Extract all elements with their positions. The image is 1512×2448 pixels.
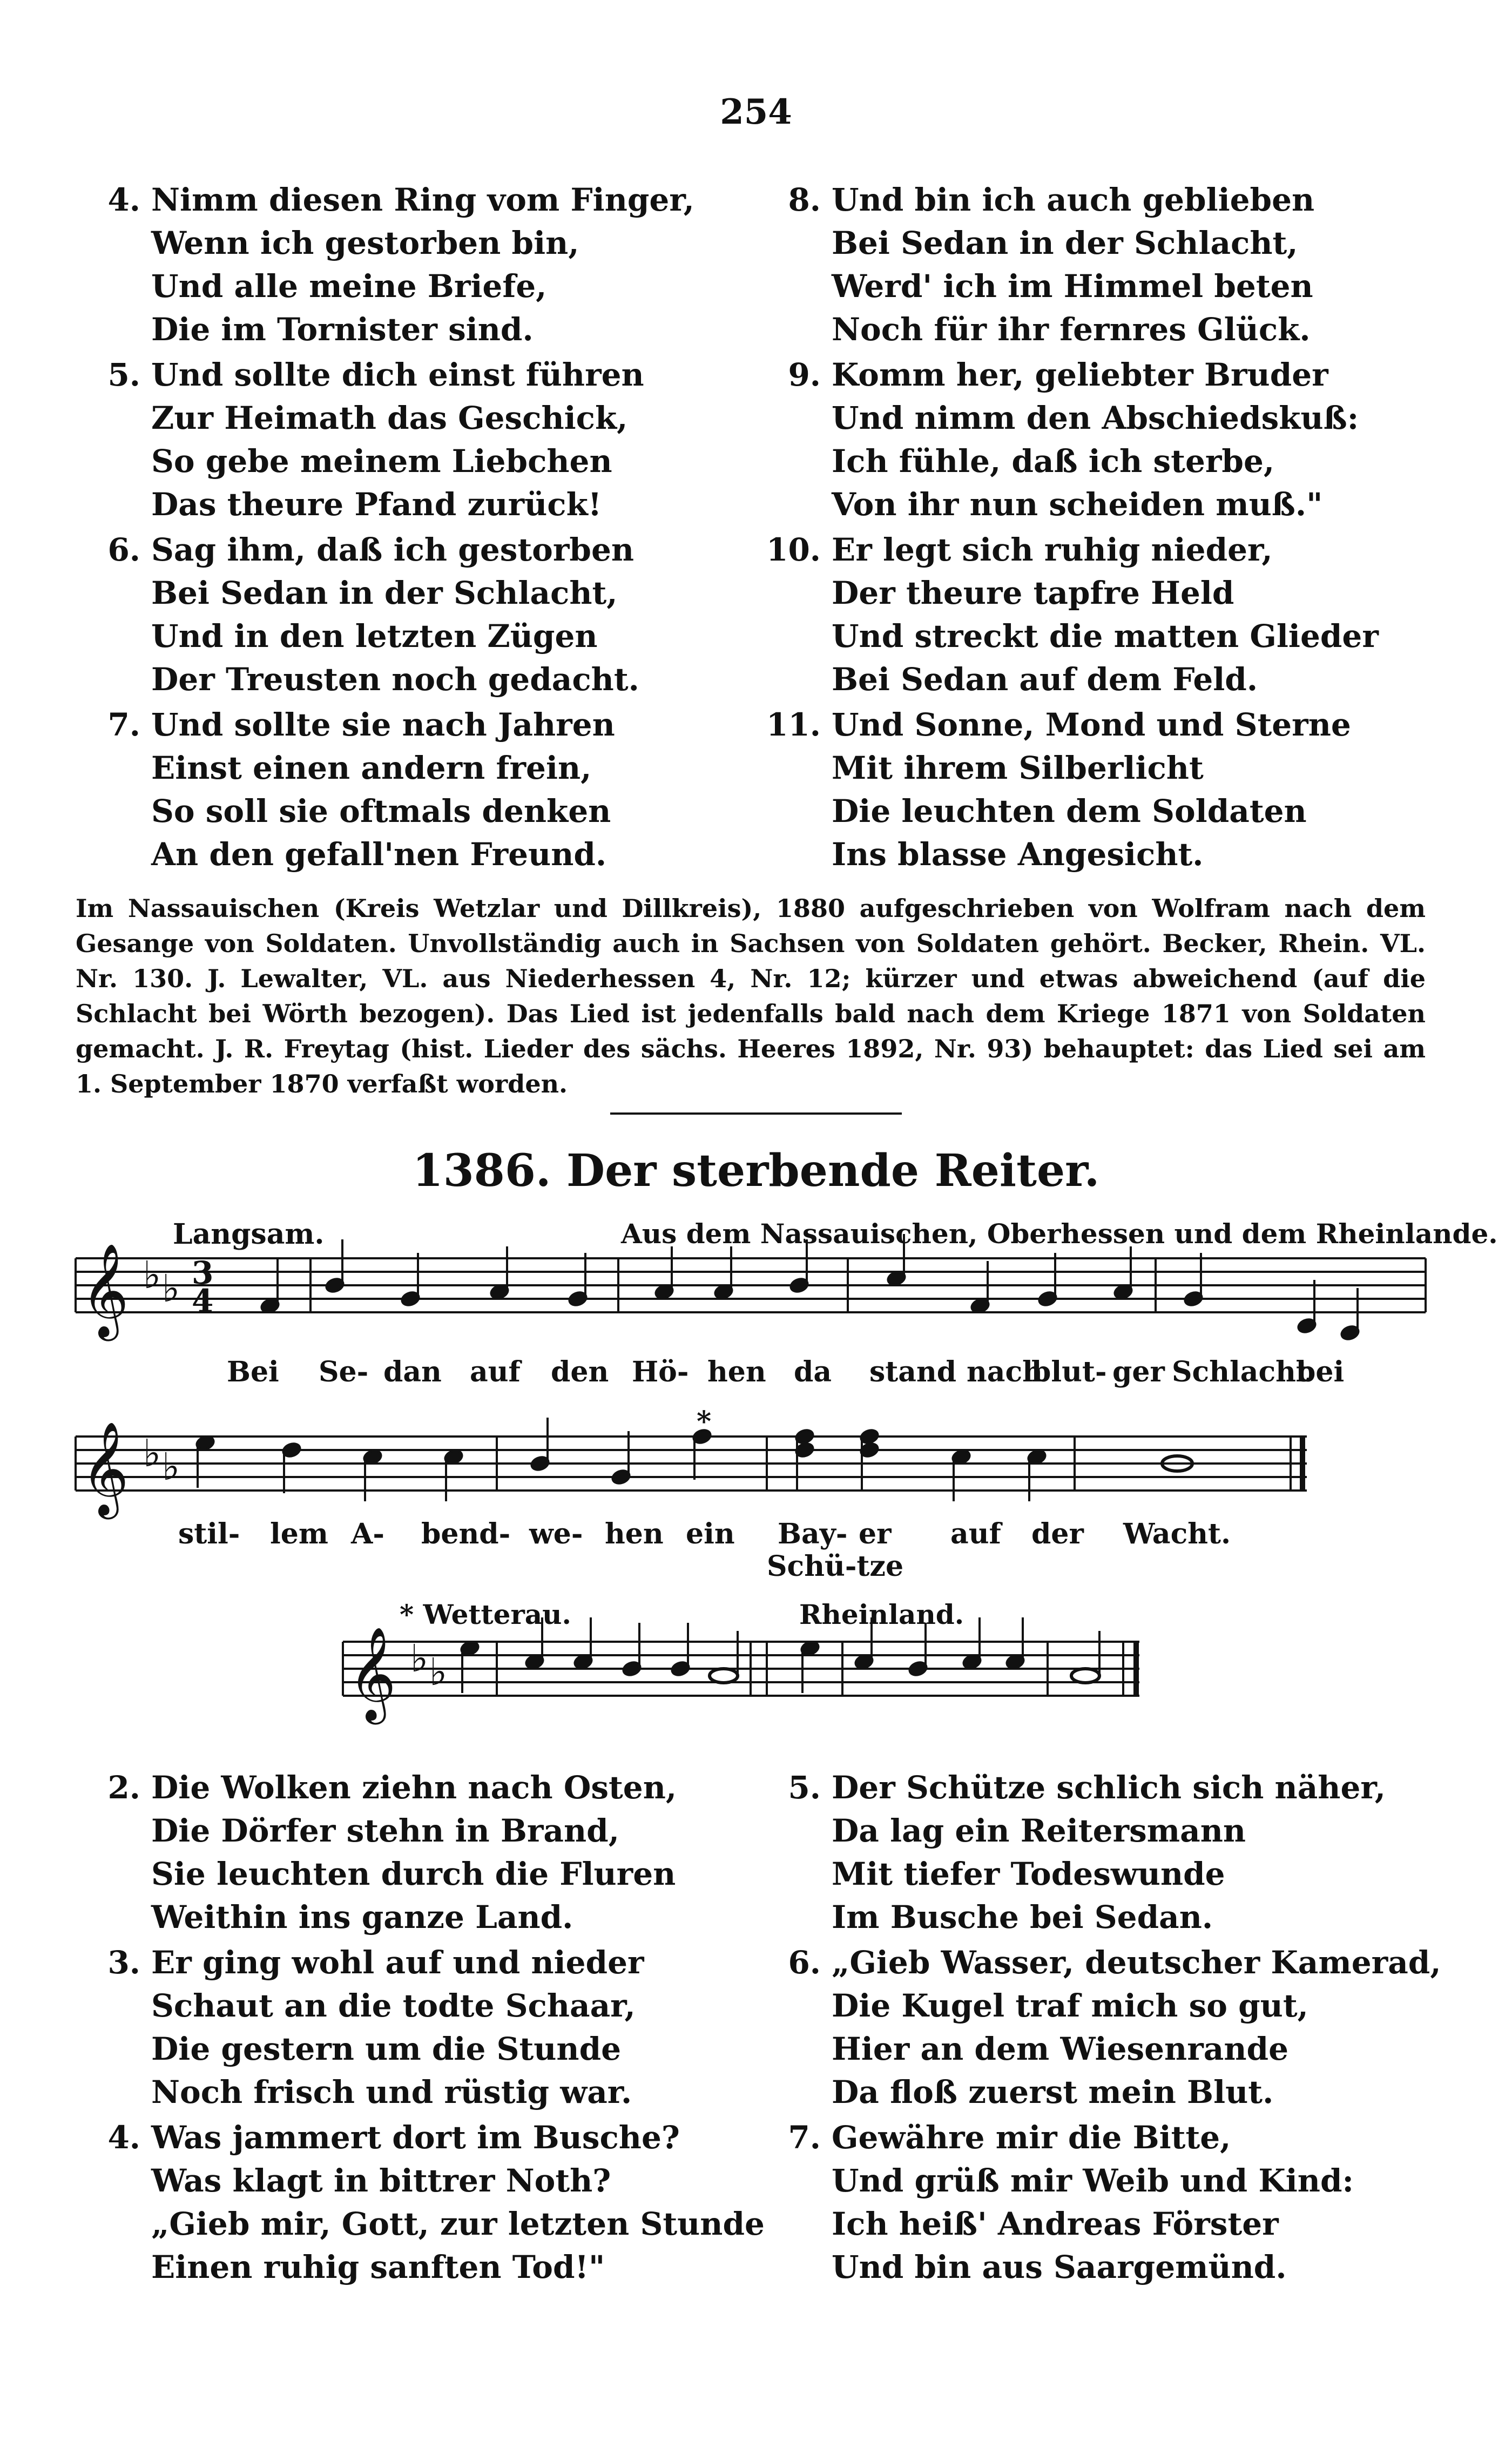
tempo-marking: Langsam.: [173, 1218, 325, 1251]
verse-line: An den gefall'nen Freund.: [151, 836, 607, 873]
verse-line: Wenn ich gestorben bin,: [151, 225, 579, 261]
treble-clef-icon: 𝄞: [81, 1421, 129, 1515]
stanza-number: 2.: [107, 1769, 140, 1806]
verse-line: Von ihr nun scheiden muß.": [832, 486, 1323, 523]
stanza-number: 7.: [107, 706, 140, 743]
verse-line: Im Busche bei Sedan.: [832, 1899, 1213, 1936]
verse-line: Und in den letzten Zügen: [151, 618, 598, 655]
stanza: [756, 2116, 1404, 2289]
stanza-number: 4.: [107, 2119, 140, 2156]
page-number: 254: [720, 92, 792, 132]
verse-line: Zur Heimath das Geschick,: [151, 400, 628, 436]
verse-line: Und Sonne, Mond und Sterne: [832, 706, 1351, 743]
lyric-syllable: bend-: [421, 1518, 511, 1550]
verse-line: Sag ihm, daß ich gestorben: [151, 531, 634, 568]
flat-icon: ♭: [162, 1266, 180, 1311]
stanza: [756, 1941, 1441, 2114]
stanza: [76, 1766, 724, 1939]
source-note: Im Nassauischen (Kreis Wetzlar und Dillkreis), 1880 aufgeschrieben von Wolfram nach dem Gesange von Soldaten. Unvollständig auch in Sachsen von Soldaten gehört. Becker, Rhein. VL. Nr. 130. J. Lewalter, VL. aus Niederhessen 4, Nr. 12; kürzer und etwas abweichend (auf die Schlacht bei Wörth bezogen). Das Lied ist jedenfalls bald nach dem Kriege 1871 von Soldaten gemacht. J. R. Freytag (hist. Lieder des sächs. Heeres 1892, Nr. 93) behauptet: das Lied sei am 1. September 1870 verfaßt worden.: [76, 894, 1426, 1098]
verse-line: Der Schütze schlich sich näher,: [832, 1769, 1386, 1806]
lyric-syllable: lem: [270, 1518, 328, 1550]
treble-clef-icon: 𝄞: [81, 1243, 129, 1337]
stanza: [76, 1941, 724, 2114]
lyric-syllable: den: [551, 1355, 609, 1388]
variant-label-rheinland: Rheinland.: [799, 1599, 964, 1630]
verse-line: Und bin aus Saargemünd.: [832, 2249, 1287, 2285]
verse-line: Er ging wohl auf und nieder: [151, 1944, 644, 1981]
treble-clef-icon: 𝄞: [348, 1627, 396, 1721]
verse-line: So gebe meinem Liebchen: [151, 443, 612, 480]
stanza-number: 6.: [107, 531, 140, 568]
lyric-syllable: nach: [967, 1355, 1043, 1388]
verse-line: Die leuchten dem Soldaten: [832, 793, 1307, 830]
verse-line: Und streckt die matten Glieder: [832, 618, 1379, 655]
lyric-syllable: stand: [869, 1355, 957, 1388]
stanza: [756, 1766, 1404, 1939]
verse-line: So soll sie oftmals denken: [151, 793, 611, 830]
verse-line: Schaut an die todte Schaar,: [151, 1987, 636, 2024]
verse-line: „Gieb mir, Gott, zur letzten Stunde: [151, 2206, 765, 2242]
verse-line: Da floß zuerst mein Blut.: [832, 2074, 1274, 2110]
verse-line: Das theure Pfand zurück!: [151, 486, 602, 523]
verse-line: Die Wolken ziehn nach Osten,: [151, 1769, 677, 1806]
lyric-syllable: Se-: [319, 1355, 369, 1388]
verse-line: Weithin ins ganze Land.: [151, 1899, 573, 1936]
stanza-number: 5.: [107, 356, 140, 393]
stanza-number: 8.: [788, 181, 821, 218]
flat-icon: ♭: [429, 1650, 448, 1694]
verse-line: Ins blasse Angesicht.: [832, 836, 1204, 873]
stanza-number: 4.: [107, 181, 140, 218]
verse-line: Komm her, geliebter Bruder: [832, 356, 1328, 393]
lyric-syllable: Schlacht: [1172, 1355, 1309, 1388]
verse-line: Und sollte dich einst führen: [151, 356, 644, 393]
flat-icon: ♭: [143, 1253, 161, 1297]
lyric-syllable: hen: [707, 1355, 766, 1388]
verse-line: Hier an dem Wiesenrande: [832, 2031, 1288, 2067]
verse-line: Ich fühle, daß ich sterbe,: [832, 443, 1275, 480]
verse-line: Nimm diesen Ring vom Finger,: [151, 181, 694, 218]
verse-line: Bei Sedan auf dem Feld.: [832, 661, 1258, 698]
note: [710, 1669, 738, 1683]
verse-line: Der Treusten noch gedacht.: [151, 661, 639, 698]
stanza-number: 7.: [788, 2119, 821, 2156]
verse-line: Bei Sedan in der Schlacht,: [832, 225, 1298, 261]
flat-icon: ♭: [410, 1636, 429, 1681]
verse-line: Mit tiefer Todeswunde: [832, 1856, 1225, 1892]
lyric-syllable: bei: [1296, 1355, 1345, 1388]
verse-line: Einen ruhig sanften Tod!": [151, 2249, 605, 2285]
verse-line: Die im Tornister sind.: [151, 311, 534, 348]
lyric-syllable: dan: [383, 1355, 442, 1388]
verse-line: Die gestern um die Stunde: [151, 2031, 622, 2067]
stanza-number: 9.: [788, 356, 821, 393]
verse-line: Er legt sich ruhig nieder,: [832, 531, 1273, 568]
verse-line: Der theure tapfre Held: [832, 575, 1234, 611]
lyric-alternate: Schü-tze: [767, 1550, 904, 1583]
flat-icon: ♭: [162, 1445, 180, 1489]
flat-icon: ♭: [143, 1431, 161, 1475]
lyric-syllable: Hö-: [632, 1355, 689, 1388]
variant-label-wetterau: * Wetterau.: [400, 1599, 571, 1630]
staff-1-notes: [260, 1234, 1360, 1341]
verse-line: Ich heiß' Andreas Förster: [832, 2206, 1279, 2242]
lyric-syllable: ein: [686, 1518, 735, 1550]
staff-2-notes: [195, 1418, 1192, 1501]
stanza-number: 6.: [788, 1944, 821, 1981]
verse-line: Da lag ein Reitersmann: [832, 1812, 1246, 1849]
verse-line: Was jammert dort im Busche?: [151, 2119, 680, 2156]
verse-line: Noch für ihr fernres Glück.: [832, 311, 1311, 348]
lyric-syllable: Bay-: [778, 1518, 848, 1550]
lyric-syllable: der: [1031, 1518, 1084, 1550]
lyric-syllable: auf: [950, 1518, 1001, 1550]
verse-line: Die Kugel traf mich so gut,: [832, 1987, 1308, 2024]
verse-line: Noch frisch und rüstig war.: [151, 2074, 632, 2110]
verse-line: Und nimm den Abschiedskuß:: [832, 400, 1359, 436]
verse-line: Sie leuchten durch die Fluren: [151, 1856, 676, 1892]
stanzas-bottom-right: [756, 1766, 1441, 2291]
stanza: [76, 2116, 765, 2289]
verse-line: Die Dörfer stehn in Brand,: [151, 1812, 619, 1849]
lyric-syllable: auf: [470, 1355, 521, 1388]
lyric-syllable: A-: [351, 1518, 384, 1550]
verse-line: Und bin ich auch geblieben: [832, 181, 1315, 218]
lyric-syllable: Bei: [227, 1355, 279, 1388]
lyric-syllable: ger: [1112, 1355, 1165, 1388]
note: [1071, 1669, 1099, 1683]
time-signature-numerator: 3: [192, 1255, 214, 1291]
staff-1-clef-key-time: [81, 1243, 213, 1341]
time-signature-denominator: 4: [192, 1283, 214, 1319]
song-origin: Aus dem Nassauischen, Oberhessen und dem Rheinlande.: [621, 1218, 1498, 1250]
lyric-syllable: hen: [605, 1518, 664, 1550]
verse-line: Mit ihrem Silberlicht: [832, 750, 1204, 786]
verse-line: Und sollte sie nach Jahren: [151, 706, 615, 743]
stanza-number: 11.: [766, 706, 821, 743]
song-title: 1386. Der sterbende Reiter.: [412, 1145, 1100, 1197]
lyric-syllable: we-: [529, 1518, 583, 1550]
lyric-syllable: blut-: [1031, 1355, 1107, 1388]
stanza-number: 3.: [107, 1944, 140, 1981]
verse-line: „Gieb Wasser, deutscher Kamerad,: [832, 1944, 1441, 1981]
lyric-syllable: Wacht.: [1123, 1518, 1231, 1550]
stanzas-bottom-left: [76, 1766, 765, 2291]
verse-line: Werd' ich im Himmel beten: [832, 268, 1313, 305]
variant-marker: *: [697, 1405, 712, 1438]
verse-line: Was klagt in bittrer Noth?: [151, 2162, 611, 2199]
staff-2: [76, 1437, 1307, 1491]
stanza-number: 5.: [788, 1769, 821, 1806]
lyric-syllable: stil-: [178, 1518, 240, 1550]
verse-line: Und alle meine Briefe,: [151, 268, 547, 305]
verse-line: Gewähre mir die Bitte,: [832, 2119, 1231, 2156]
verse-line: Und grüß mir Weib und Kind:: [832, 2162, 1354, 2199]
lyric-syllable: da: [794, 1355, 832, 1388]
verse-line: Einst einen andern frein,: [151, 750, 592, 786]
verse-line: Bei Sedan in der Schlacht,: [151, 575, 618, 611]
stanza-number: 10.: [766, 531, 821, 568]
lyric-syllable: er: [859, 1518, 892, 1550]
